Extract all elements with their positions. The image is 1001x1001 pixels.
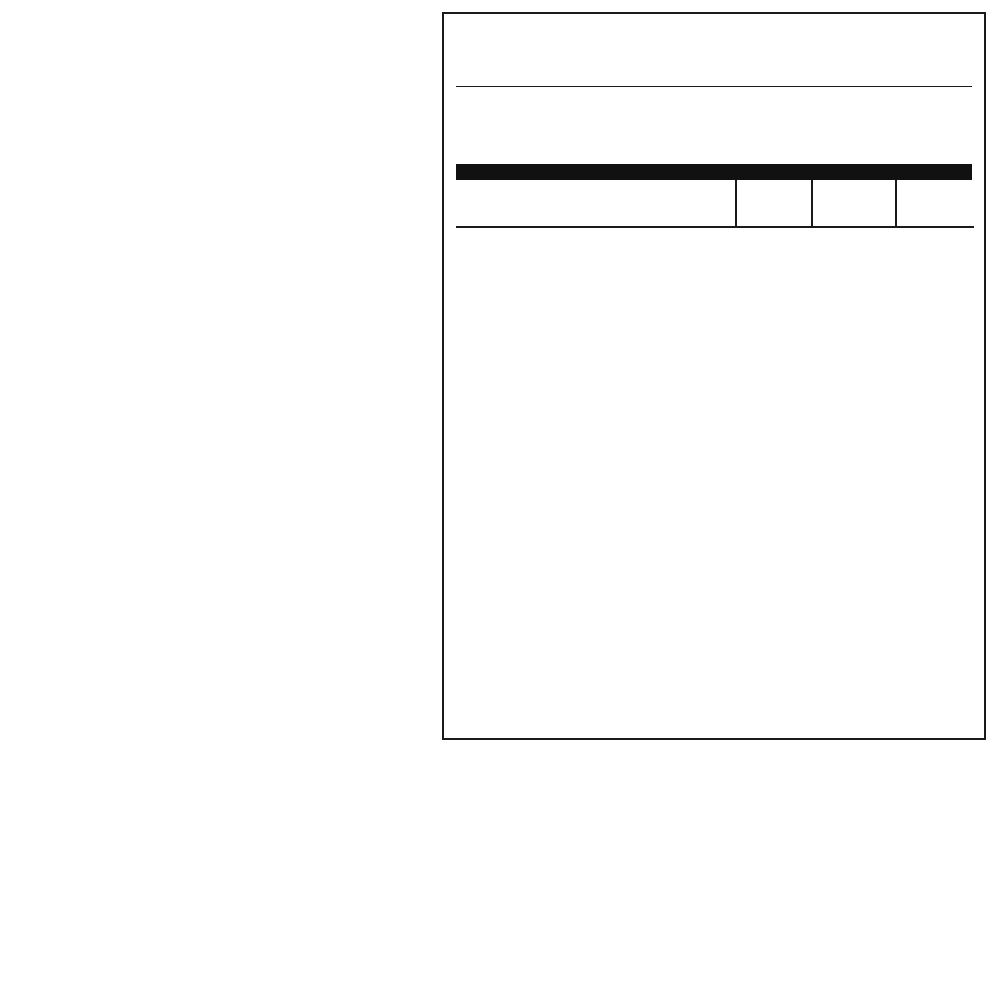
nutrition-table [456,180,974,228]
table-header-row [456,180,974,227]
header-vd [896,180,974,227]
nutrition-facts-panel [442,12,986,740]
thick-divider [456,164,972,180]
header-25g [812,180,896,227]
title-divider [456,86,972,87]
header-label-cell [456,180,736,227]
header-100g [736,180,812,227]
ingredients-block [18,16,433,761]
